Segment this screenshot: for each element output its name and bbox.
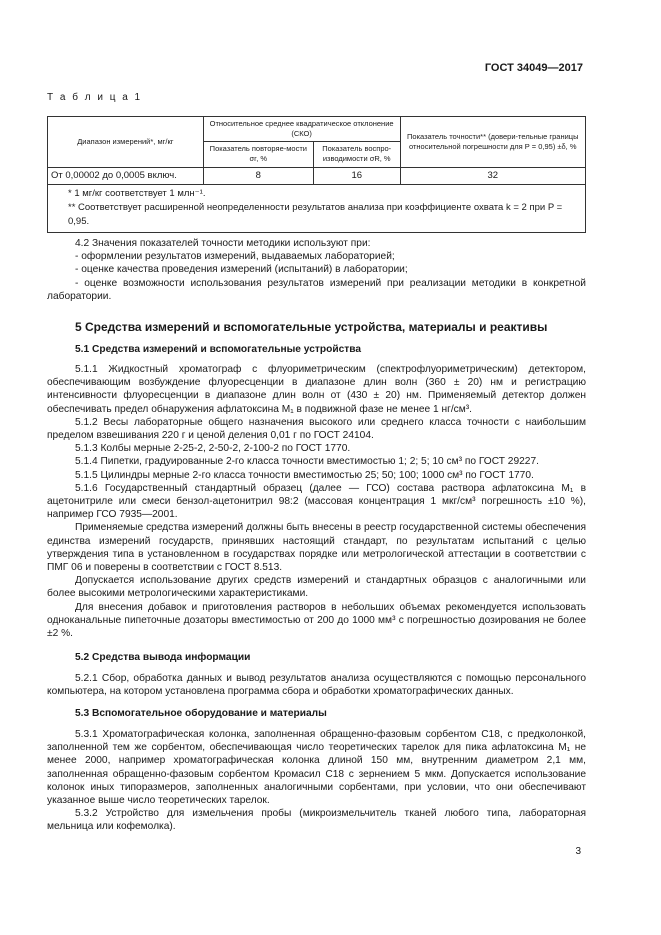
paragraph-5-1-2: 5.1.2 Весы лабораторные общего назначения высокого или среднего класса точности с наибольшим пределом взвешивания 220 г и ценой деления 0,01 г по ГОСТ 24104. [47, 416, 586, 442]
paragraph-5-1-1: 5.1.1 Жидкостный хроматограф с флуориметрическим (спектрофлуориметрическим) детектором, обеспечивающим возбуждение флуоресценции в диапазоне длин волн (360 ± 20) нм и регистрацию интенсивности флуоресценции в диапазоне длин волн от (430 ± 20) нм. Применяемый детектор должен обеспечивать предел обнаружения афлатоксина M₁ в подвижной фазе не менее 1 нг/см³. [47, 364, 586, 415]
bullet-3: - оценке возможности использования результатов измерений при реализации методики в конкретной лаборатории. [47, 277, 586, 302]
subsection-5-2-title: 5.2 Средства вывода информации [75, 652, 251, 663]
paragraph-4-2: 4.2 Значения показателей точности методики используют при: [75, 238, 371, 249]
subsection-5-1-title: 5.1 Средства измерений и вспомогательные устройства [75, 344, 362, 355]
bullet-2: - оценке качества проведения измерений (испытаний) в лаборатории; [75, 264, 408, 276]
section-5-1-body [47, 363, 586, 640]
bullet-1: - оформлении результатов измерений, выдаваемых лабораторией; [75, 251, 395, 263]
page-number: 3 [575, 846, 581, 857]
section-4-2 [47, 237, 586, 303]
paragraph-additions: Для внесения добавок и приготовления растворов в небольших объемах рекомендуется использовать одноканальные пипеточные дозаторы вместимостью от 200 до 1000 мм³ с погрешностью дозирования не более ±2 %. [47, 601, 586, 640]
paragraph-apply: Применяемые средства измерений должны быть внесены в реестр государственной системы обеспечения единства измерений государств, принявших настоящий стандарт, по результатам испытаний с целью утверждения типа в установленном в государствах порядке или метрологической аттестации в соответствии с ПМГ 06 и поверены в соответствии с ГОСТ 8.513. [47, 522, 586, 574]
col-repeatability-header: Показатель повторяе-мости σr, % [203, 142, 313, 167]
table-caption: Т а б л и ц а 1 [47, 92, 143, 103]
section-5-2-body [47, 672, 586, 698]
paragraph-5-3-2: 5.3.2 Устройство для измельчения пробы (микроизмельчитель тканей любого типа, лабораторная мельница или кофемолка). [47, 808, 586, 833]
col-reproducibility-header: Показатель воспро-изводимости σR, % [313, 142, 400, 167]
paragraph-5-2-1: 5.2.1 Сбор, обработка данных и вывод результатов анализа осуществляются с помощью персонального компьютера, на котором установлена программа сбора и обработки хроматографических данных. [47, 673, 586, 698]
paragraph-5-1-4: 5.1.4 Пипетки, градуированные 2-го класса точности вместимостью 1; 2; 5; 10 см³ по ГОСТ 29227. [75, 456, 539, 468]
paragraph-5-1-5: 5.1.5 Цилиндры мерные 2-го класса точности вместимостью 25; 50; 100; 1000 см³ по ГОСТ 1770. [75, 469, 534, 481]
paragraph-5-1-6: 5.1.6 Государственный стандартный образец (далее — ГСО) состава раствора афлатоксина M₁ в ацетонитриле или смеси бензол-ацетонитрил 98:2 (массовая концентрация 1 мкг/см³ погрешность ±10 %), например ГСО 7935—2001. [47, 482, 586, 521]
section-5-3-body [47, 728, 586, 834]
document-header: ГОСТ 34049—2017 [484, 62, 583, 74]
col-range-header: Диапазон измерений*, мг/кг [48, 117, 204, 168]
cell-range: От 0,00002 до 0,0005 включ. [48, 167, 204, 185]
col-sko-header: Относительное среднее квадратическое отклонение (СКО) [203, 117, 400, 142]
paragraph-5-1-3: 5.1.3 Колбы мерные 2-25-2, 2-50-2, 2-100-2 по ГОСТ 1770. [75, 443, 351, 455]
col-accuracy-header: Показатель точности** (довери-тельные границы относительной погрешности для P = 0,95) ±δ, % [400, 117, 585, 168]
accuracy-table [47, 116, 586, 233]
paragraph-5-3-1: 5.3.1 Хроматографическая колонка, заполненная обращенно-фазовым сорбентом C18, с предколонкой, заполненной тем же сорбентом, обеспечивающая число теоретических тарелок для пика афлатоксина M₁ не менее 2000, например хроматографическая колонка длиной 150 мм, внутренним диаметром 2,1 мм, заполненная обращенно-фазовым сорбентом Кромасил C18 с зернением 5 мкм. Допускается использование колонок иных типоразмеров, заполненных аналогичными сорбентами, при условии, что они обеспечивают указанное выше число теоретических тарелок. [47, 729, 586, 807]
section-5-title: 5 Средства измерений и вспомогательные устройства, материалы и реактивы [75, 320, 548, 334]
table-note-1: * 1 мг/кг соответствует 1 млн⁻¹. [68, 188, 206, 200]
table-notes [48, 185, 586, 232]
cell-accuracy: 32 [400, 167, 585, 185]
table-note-2: ** Соответствует расширенной неопределенности результатов анализа при коэффициенте охвата k = 2 при P = 0,95. [68, 202, 563, 227]
cell-repeatability: 8 [203, 167, 313, 185]
cell-reproducibility: 16 [313, 167, 400, 185]
paragraph-allow: Допускается использование других средств измерений и стандартных образцов с аналогичными или более высокими метрологическими характеристиками. [47, 575, 586, 600]
subsection-5-3-title: 5.3 Вспомогательное оборудование и материалы [75, 708, 327, 719]
